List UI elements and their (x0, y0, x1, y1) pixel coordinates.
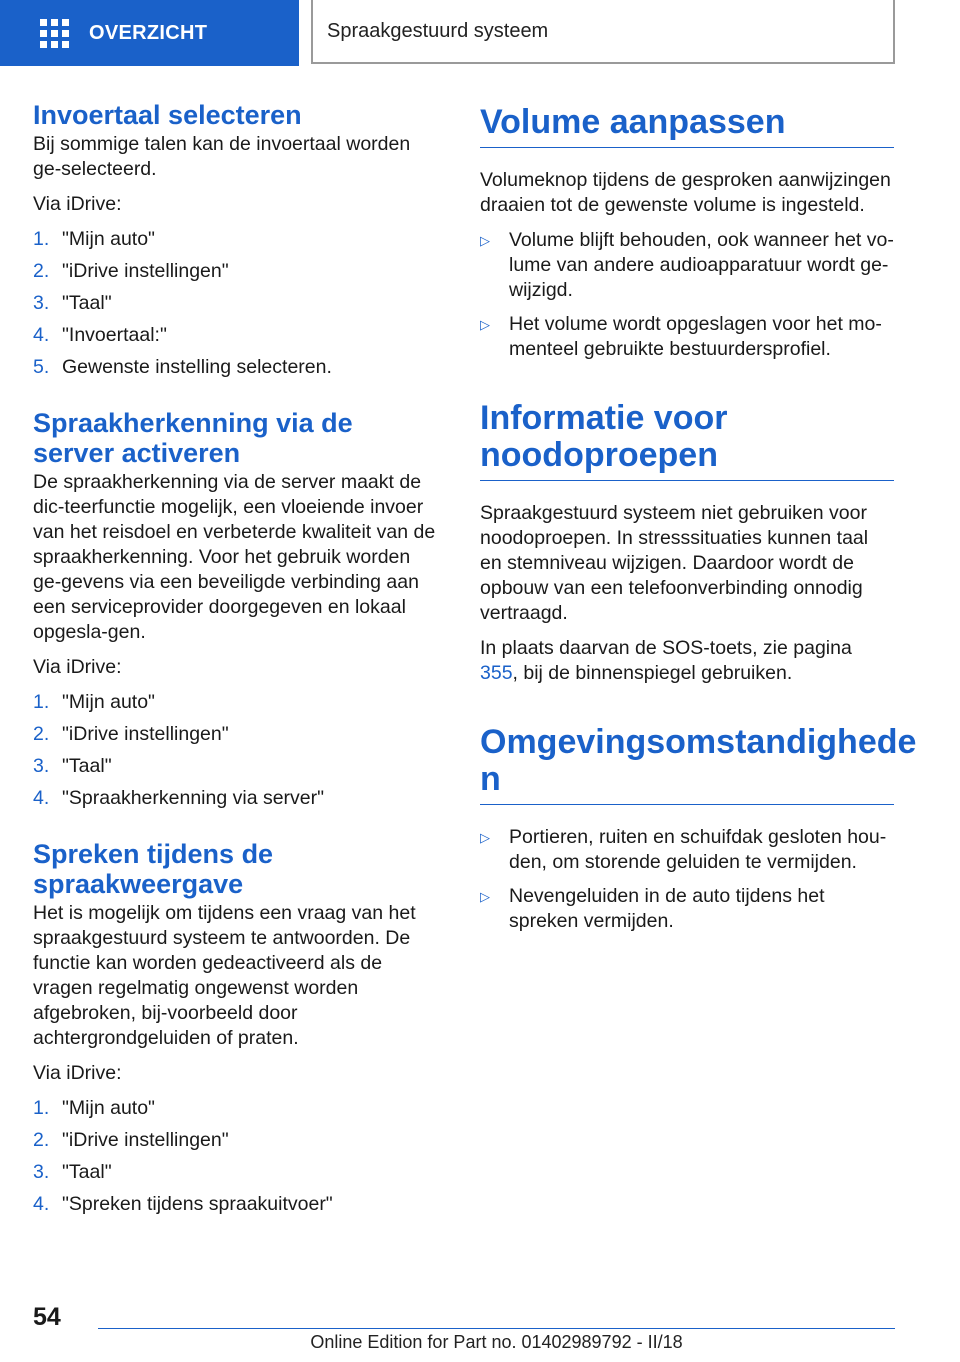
list-item: ▷ Volume blijft behouden, ook wanneer het vo-lume van andere audioapparatuur wordt ge-wijzigd. (480, 229, 894, 301)
triangle-bullet-icon: ▷ (480, 830, 490, 845)
paragraph-spraakherkenning: De spraakherkenning via de server maakt de dic-teerfunctie mogelijk, een vloeiende invoer van het reisdoel en verbeterde kwaliteit van de spraakherkenning. Voor het gebruik worden ge-gevens via een beveiligde verbinding aan een serviceprovider doorgegeven en lokaal opgesla-gen. (33, 471, 436, 643)
via-idrive-label: Via iDrive: (33, 1062, 122, 1084)
list-item: 2. "iDrive instellingen" (33, 723, 229, 745)
list-item: 3. "Taal" (33, 755, 112, 777)
list-item: 5. Gewenste instelling selecteren. (33, 356, 332, 378)
heading-omgeving: Omgevingsomstandighede n (480, 724, 894, 805)
list-item: 1. "Mijn auto" (33, 228, 155, 250)
triangle-bullet-icon: ▷ (480, 889, 490, 904)
heading-spraakherkenning: Spraakherkenning via de server activeren (33, 408, 353, 468)
list-item: 1. "Mijn auto" (33, 691, 155, 713)
list-item: 3. "Taal" (33, 1161, 112, 1183)
paragraph-volume: Volumeknop tijdens de gesproken aanwijzingen draaien tot de gewenste volume is ingesteld. (480, 169, 891, 216)
bullets-volume (480, 228, 894, 362)
heading-volume: Volume aanpassen (480, 104, 894, 148)
top-bar (0, 0, 960, 66)
left-column (33, 100, 441, 1227)
heading-invoertaal: Invoertaal selecteren (33, 100, 302, 130)
grid-icon (40, 19, 69, 48)
heading-noodoproepen: Informatie voor noodoproepen (480, 400, 894, 481)
heading-spreken: Spreken tijdens de spraakweergave (33, 839, 274, 899)
list-item: 2. "iDrive instellingen" (33, 260, 229, 282)
section-title: Spraakgestuurd systeem (311, 0, 895, 64)
page-number: 54 (33, 1303, 61, 1331)
list-item: 4. "Spraakherkenning via server" (33, 787, 325, 809)
footer-edition: Online Edition for Part no. 01402989792 - II/18 (98, 1328, 895, 1353)
list-item: 4. "Spreken tijdens spraakuitvoer" (33, 1193, 333, 1215)
list-item: 3. "Taal" (33, 292, 112, 314)
list-item: 4. "Invoertaal:" (33, 324, 167, 346)
overview-label: OVERZICHT (89, 21, 208, 44)
bullets-omgeving (480, 825, 894, 934)
list-item: ▷ Portieren, ruiten en schuifdak gesloten hou-den, om storende geluiden te vermijden. (480, 826, 887, 873)
paragraph-spreken: Het is mogelijk om tijdens een vraag van het spraakgestuurd systeem te antwoorden. De functie kan worden gedeactiveerd als de vragen regelmatig ongewenst worden afgebroken, bij-voorbeeld door achtergrondgeluiden of praten. (33, 902, 416, 1049)
page-link-355[interactable]: 355 (480, 662, 513, 684)
overview-button[interactable] (0, 0, 299, 66)
via-idrive-label: Via iDrive: (33, 193, 122, 215)
list-item: 2. "iDrive instellingen" (33, 1129, 229, 1151)
steps-spraakherkenning (33, 690, 441, 811)
via-idrive-label: Via iDrive: (33, 656, 122, 678)
list-item: ▷ Nevengeluiden in de auto tijdens het spreken vermijden. (480, 885, 825, 932)
list-item: ▷ Het volume wordt opgeslagen voor het mo-menteel gebruikte bestuurdersprofiel. (480, 313, 882, 360)
steps-spreken (33, 1096, 441, 1217)
paragraph-noodoproepen: Spraakgestuurd systeem niet gebruiken voor noodoproepen. In stresssituaties kunnen taal en stemniveau wijzigen. Daardoor wordt de opbouw van een telefoonverbinding onnodig vertraagd. (480, 502, 869, 624)
triangle-bullet-icon: ▷ (480, 233, 490, 248)
paragraph-invoertaal: Bij sommige talen kan de invoertaal worden ge-selecteerd. (33, 133, 411, 180)
paragraph-sos: In plaats daarvan de SOS-toets, zie pagina 355, bij de binnenspiegel gebruiken. (480, 637, 852, 684)
steps-invoertaal (33, 227, 441, 380)
triangle-bullet-icon: ▷ (480, 317, 490, 332)
list-item: 1. "Mijn auto" (33, 1097, 155, 1119)
right-column (480, 100, 917, 944)
